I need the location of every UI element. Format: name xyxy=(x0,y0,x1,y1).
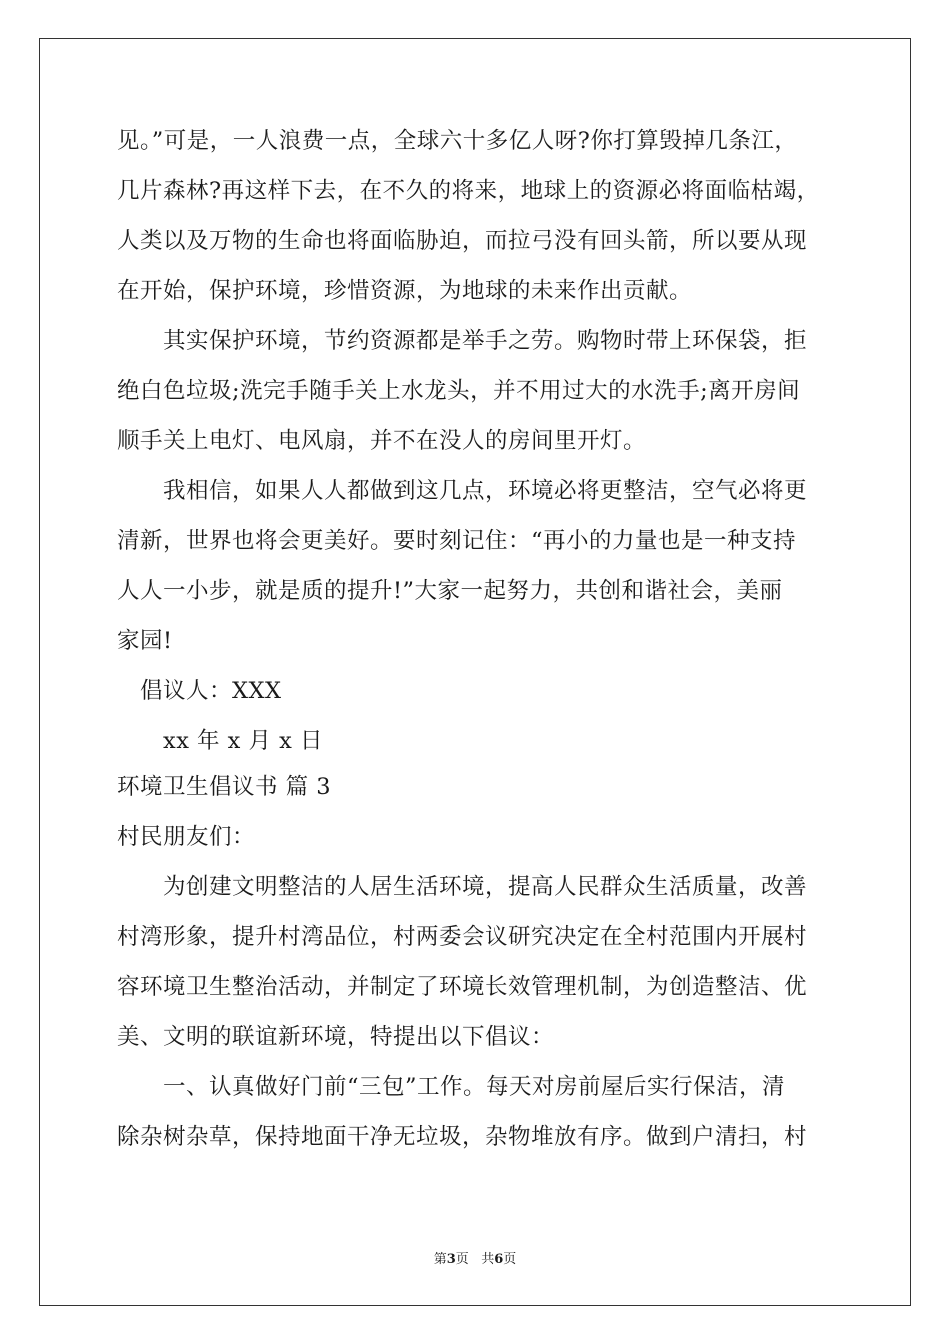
text-line: 顺手关上电灯、电风扇，并不在没人的房间里开灯。 xyxy=(117,428,647,454)
page-total: 6 xyxy=(494,1252,504,1267)
text-line: 人类以及万物的生命也将面临胁迫，而拉弓没有回头箭，所以要从现 xyxy=(117,228,808,254)
text-line: 美、文明的联谊新环境，特提出以下倡议： xyxy=(117,1024,555,1050)
text-line: 清新，世界也将会更美好。要时刻记住：“再小的力量也是一种支持 xyxy=(117,528,797,554)
text-line: 我相信，如果人人都做到这几点，环境必将更整洁，空气必将更 xyxy=(163,478,808,504)
page-suffix: 页 xyxy=(503,1252,517,1267)
page-mid: 页 共 xyxy=(455,1252,495,1267)
text-line: 除杂树杂草，保持地面干净无垃圾，杂物堆放有序。做到户清扫，村 xyxy=(117,1124,808,1150)
text-line: 在开始，保护环境，珍惜资源，为地球的未来作出贡献。 xyxy=(117,278,693,304)
section-title: 环境卫生倡议书 篇 3 xyxy=(117,774,332,800)
text-line: 家园! xyxy=(117,628,173,654)
date-line: xx 年 x 月 x 日 xyxy=(163,728,324,754)
text-line: 村湾形象，提升村湾品位，村两委会议研究决定在全村范围内开展村 xyxy=(117,924,808,950)
page-prefix: 第 xyxy=(433,1252,447,1267)
text-line: 见。”可是，一人浪费一点，全球六十多亿人呀?你打算毁掉几条江， xyxy=(117,128,798,154)
text-line: 一、认真做好门前“三包”工作。每天对房前屋后实行保洁，清 xyxy=(163,1074,786,1100)
text-line: 为创建文明整洁的人居生活环境，提高人民群众生活质量，改善 xyxy=(163,874,808,900)
salutation: 村民朋友们： xyxy=(117,824,256,850)
signature-line: 倡议人：XXX xyxy=(140,678,282,704)
text-line: 绝白色垃圾;洗完手随手关上水龙头，并不用过大的水洗手;离开房间 xyxy=(117,378,801,404)
text-line: 其实保护环境，节约资源都是举手之劳。购物时带上环保袋，拒 xyxy=(163,328,808,354)
text-line: 几片森林?再这样下去，在不久的将来，地球上的资源必将面临枯竭， xyxy=(117,178,820,204)
text-line: 容环境卫生整治活动，并制定了环境长效管理机制，为创造整洁、优 xyxy=(117,974,808,1000)
text-line: 人人一小步，就是质的提升!”大家一起努力，共创和谐社会，美丽 xyxy=(117,578,783,604)
page-current: 3 xyxy=(446,1252,456,1267)
page-footer xyxy=(0,1252,950,1268)
